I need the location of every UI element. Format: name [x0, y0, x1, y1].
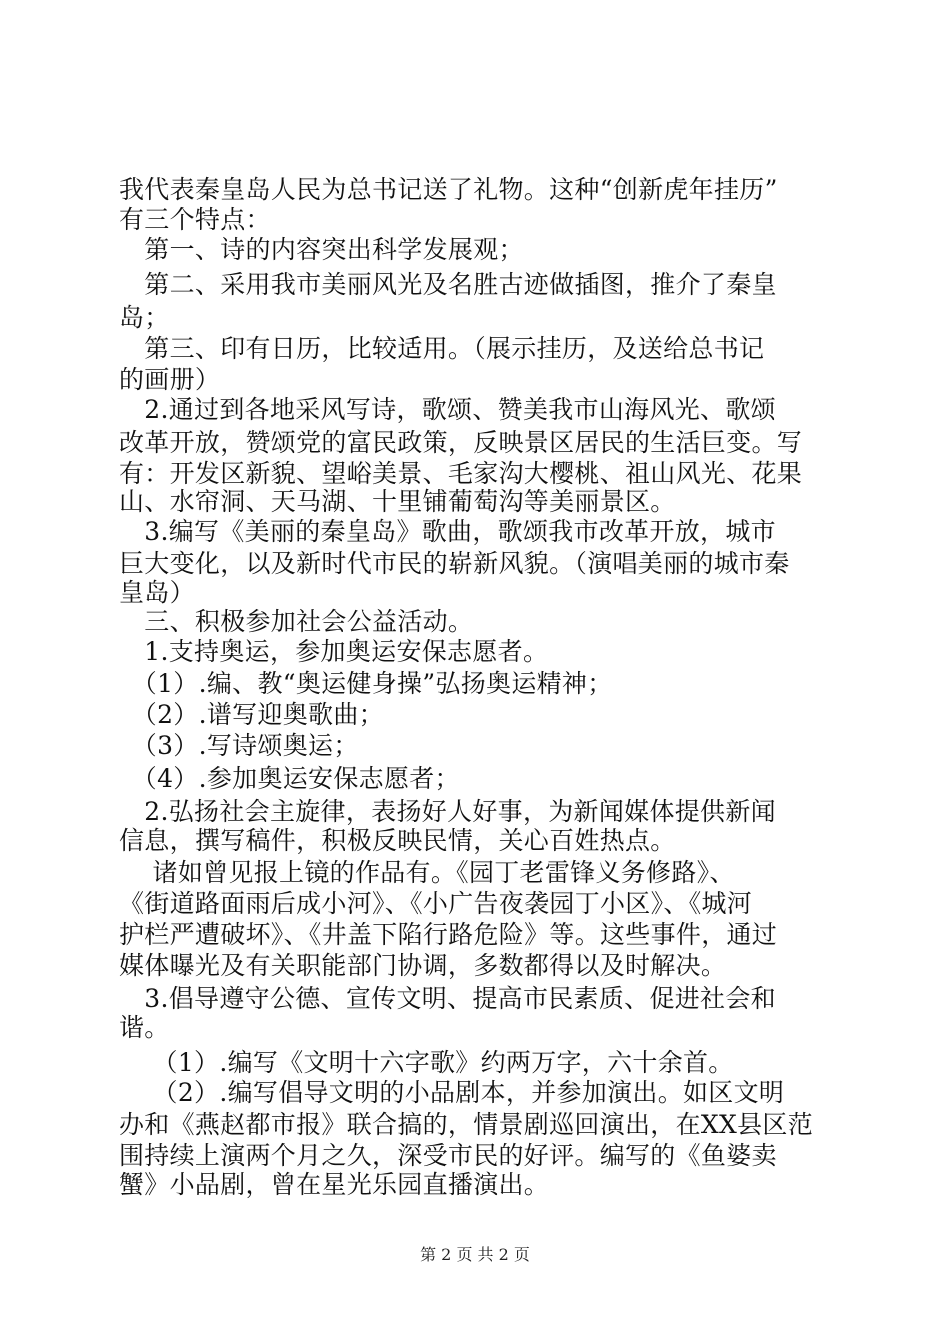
text-line: 3.倡导遵守公德、宣传文明、提高市民素质、促进社会和 [119, 984, 776, 1013]
text-line: 信息，撰写稿件，积极反映民情，关心百姓热点。 [119, 826, 676, 855]
text-line: （3）.写诗颂奥运； [119, 731, 359, 760]
text-line: 谐。 [119, 1013, 170, 1042]
text-line: 2.通过到各地采风写诗，歌颂、赞美我市山海风光、歌颂 [119, 395, 776, 424]
text-line: 第一、诗的内容突出科学发展观； [119, 235, 524, 264]
text-line: 皇岛） [119, 578, 195, 607]
text-line: 有：开发区新貌、望峪美景、毛家沟大樱桃、祖山风光、花果 [119, 459, 803, 488]
page-footer: 第 2 页 共 2 页 [420, 1245, 530, 1264]
text-line: 办和《燕赵都市报》联合搞的，情景剧巡回演出，在XX县区范 [119, 1110, 813, 1139]
text-line: 有三个特点： [119, 205, 271, 234]
text-line: （1）.编写《文明十六字歌》约两万字，六十余首。 [119, 1048, 734, 1077]
text-line: 围持续上演两个月之久，深受市民的好评。编写的《鱼婆卖 [119, 1141, 777, 1170]
text-line: 改革开放，赞颂党的富民政策，反映景区居民的生活巨变。写 [119, 428, 803, 457]
text-line: （4）.参加奥运安保志愿者； [119, 764, 460, 793]
text-line: 护栏严遭破坏》、《井盖下陷行路危险》等。这些事件，通过 [119, 920, 778, 949]
text-line: 《街道路面雨后成小河》、《小广告夜袭园丁小区》、《城河 [119, 889, 753, 918]
text-line: 媒体曝光及有关职能部门协调，多数都得以及时解决。 [119, 951, 727, 980]
text-line: （1）.编、教“奥运健身操”弘扬奥运精神； [119, 669, 613, 698]
text-line: （2）.谱写迎奥歌曲； [119, 700, 384, 729]
text-line: 2.弘扬社会主旋律，表扬好人好事，为新闻媒体提供新闻 [119, 797, 776, 826]
text-line: 三、积极参加社会公益活动。 [119, 607, 474, 636]
text-line: 我代表秦皇岛人民为总书记送了礼物。这种“创新虎年挂历” [119, 175, 778, 204]
text-line: 第二、采用我市美丽风光及名胜古迹做插图，推介了秦皇 [119, 270, 777, 299]
text-line: （2）.编写倡导文明的小品剧本，并参加演出。如区文明 [119, 1078, 785, 1107]
text-line: 蟹》小品剧，曾在星光乐园直播演出。 [119, 1170, 550, 1199]
text-line: 的画册） [119, 365, 221, 394]
text-line: 巨大变化，以及新时代市民的崭新风貌。（演唱美丽的城市秦 [119, 549, 790, 578]
text-line: 第三、印有日历，比较适用。（展示挂历，及送给总书记 [119, 334, 765, 363]
text-line: 岛； [119, 303, 170, 332]
text-line: 诸如曾见报上镜的作品有。《园丁老雷锋义务修路》、 [119, 858, 735, 887]
text-line: 1.支持奥运，参加奥运安保志愿者。 [119, 637, 549, 666]
text-line: 山、水帘洞、天马湖、十里铺葡萄沟等美丽景区。 [119, 487, 676, 516]
text-line: 3.编写《美丽的秦皇岛》歌曲，歌颂我市改革开放，城市 [119, 517, 776, 546]
